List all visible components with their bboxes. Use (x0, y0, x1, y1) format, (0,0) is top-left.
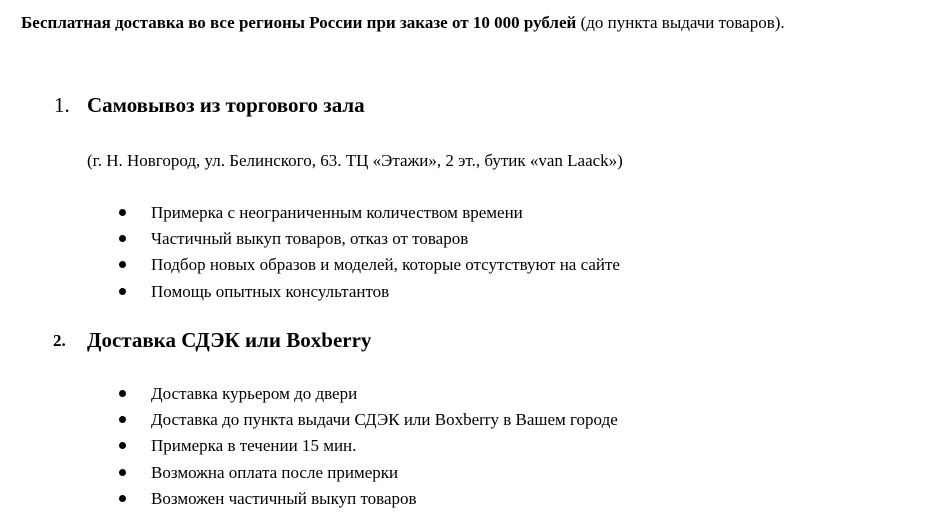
bullet-icon (119, 416, 126, 423)
list-item-text: Доставка до пункта выдачи СДЭК или Boxberry в Вашем городе (151, 410, 618, 430)
list-item-text: Примерка в течении 15 мин. (151, 436, 357, 456)
list-item-text: Возможен частичный выкуп товаров (151, 488, 417, 508)
list-item-text: Примерка с неограниченным количеством времени (151, 203, 523, 222)
intro-bold-text: Бесплатная доставка во все регионы России при заказе от 10 000 рублей (21, 13, 577, 32)
bullet-icon (119, 288, 126, 295)
intro-paragraph (21, 11, 785, 35)
section2-title: Доставка СДЭК или Boxberry (87, 328, 372, 352)
bullet-icon (119, 390, 126, 397)
intro-normal-text: (до пункта выдачи товаров). (576, 13, 785, 32)
list-item-text: Помощь опытных консультантов (151, 281, 390, 301)
list-item-text: Доставка курьером до двери (151, 384, 358, 403)
list-item-text: Возможна оплата после примерки (151, 462, 399, 482)
bullet-icon (119, 469, 126, 476)
section2-number: 2. (53, 331, 66, 350)
bullet-icon (119, 442, 126, 449)
bullet-icon (119, 209, 126, 216)
bullet-icon (119, 261, 126, 268)
section1-number: 1. (54, 93, 70, 117)
section1-address: (г. Н. Новгород, ул. Белинского, 63. ТЦ «Этажи», 2 эт., бутик «van Laack») (87, 151, 623, 170)
list-item-text: Частичный выкуп товаров, отказ от товаров (151, 229, 469, 249)
list-item-text: Подбор новых образов и моделей, которые отсутствуют на сайте (151, 255, 620, 275)
bullet-icon (119, 495, 126, 502)
section1-title: Самовывоз из торгового зала (87, 93, 365, 117)
bullet-icon (119, 235, 126, 242)
